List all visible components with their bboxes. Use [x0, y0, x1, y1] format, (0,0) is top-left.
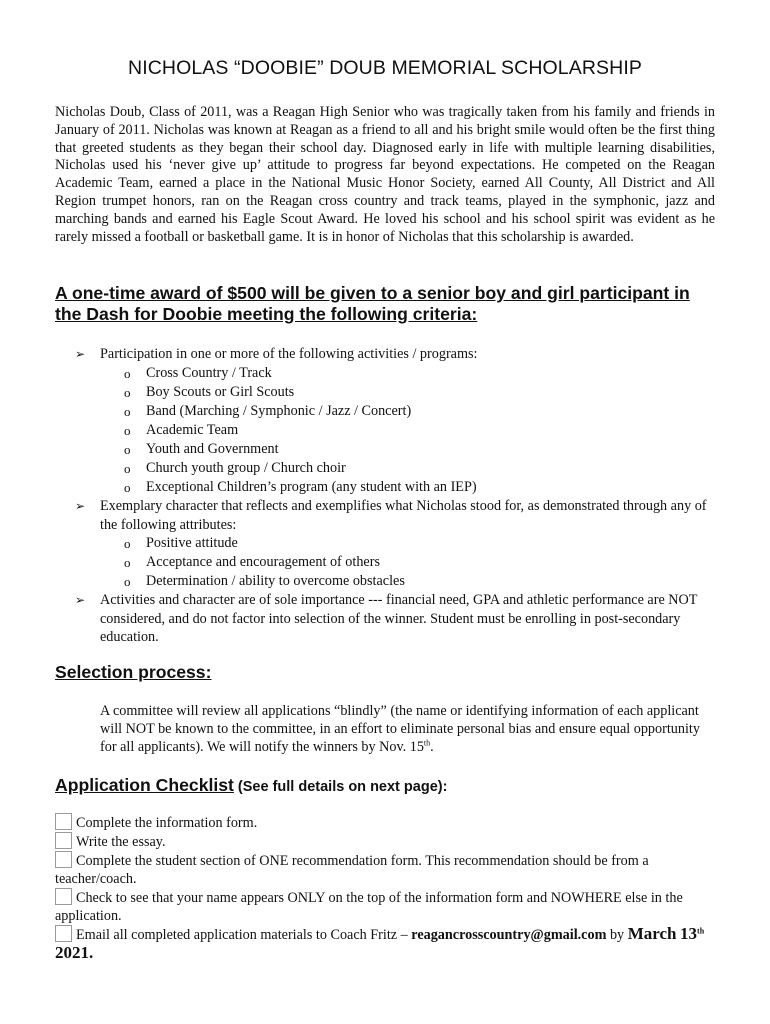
criteria-subitem-text: Positive attitude — [146, 535, 238, 552]
criteria-item — [75, 497, 715, 591]
checkbox[interactable] — [55, 925, 72, 942]
criteria-subitem-text: Cross Country / Track — [146, 364, 272, 381]
criteria-text: Exemplary character that reflects and exemplifies what Nicholas stood for, as demonstrated through any of the following attributes: — [100, 498, 707, 533]
criteria-text: Participation in one or more of the following activities / programs: — [100, 346, 478, 362]
checklist-heading-note: (See full details on next page): — [233, 779, 448, 795]
criteria-subitem-text: Boy Scouts or Girl Scouts — [146, 383, 295, 400]
deadline-month: March — [627, 924, 677, 943]
selection-text: A committee will review all applications “blindly” (the name or identifying information of each applicant will NOT be known to the committee, in an effort to eliminate personal bias and ensure equal opportunity for all applicants). We will notify the winners by Nov. 15 — [100, 703, 700, 755]
checkbox[interactable] — [55, 888, 72, 905]
checklist — [55, 813, 720, 963]
criteria-subitem — [100, 440, 715, 459]
circle-bullet-icon: o — [124, 365, 131, 381]
checkbox[interactable] — [55, 813, 72, 830]
criteria-subitem-text: Exceptional Children’s program (any student with an IEP) — [146, 479, 477, 496]
checklist-item — [55, 832, 720, 851]
checklist-heading-text: Application Checklist — [55, 775, 234, 795]
criteria-subitem-text: Acceptance and encouragement of others — [146, 554, 380, 571]
selection-sup: th — [423, 738, 431, 748]
circle-bullet-icon: o — [124, 441, 131, 457]
circle-bullet-icon: o — [124, 555, 131, 571]
criteria-subitem — [100, 534, 715, 553]
criteria-subitem — [100, 459, 715, 478]
deadline-year: 2021. — [55, 943, 94, 962]
criteria-subitem — [100, 478, 715, 497]
checklist-item-text: Write the essay. — [76, 834, 166, 850]
selection-end: . — [430, 739, 434, 755]
criteria-sublist — [100, 534, 715, 591]
criteria-subitem-text: Determination / ability to overcome obstacles — [146, 573, 405, 590]
checklist-heading — [55, 775, 447, 798]
checklist-item-text: Check to see that your name appears ONLY on the top of the information form and NOWHERE else in the application. — [55, 890, 683, 924]
selection-paragraph — [100, 702, 700, 756]
checkbox[interactable] — [55, 832, 72, 849]
checklist-item — [55, 888, 720, 925]
criteria-item — [75, 345, 715, 497]
circle-bullet-icon: o — [124, 536, 131, 552]
criteria-subitem — [100, 421, 715, 440]
criteria-subitem-text: Band (Marching / Symphonic / Jazz / Concert) — [146, 402, 412, 419]
criteria-subitem-text: Church youth group / Church choir — [146, 459, 346, 476]
criteria-subitem — [100, 402, 715, 421]
circle-bullet-icon: o — [124, 574, 131, 590]
criteria-subitem — [100, 383, 715, 402]
selection-heading — [55, 662, 211, 683]
award-heading — [55, 283, 695, 325]
email-item-text: Email all completed application materials to Coach Fritz – — [76, 927, 412, 943]
criteria-list — [75, 345, 715, 647]
arrow-bullet-icon: ➢ — [75, 593, 86, 608]
criteria-subitem — [100, 572, 715, 591]
circle-bullet-icon: o — [124, 460, 131, 476]
arrow-bullet-icon: ➢ — [75, 347, 86, 361]
page-title: NICHOLAS “DOOBIE” DOUB MEMORIAL SCHOLARSHIP — [128, 57, 642, 79]
intro-paragraph: Nicholas Doub, Class of 2011, was a Reagan High Senior who was tragically taken from his family and friends in January of 2011. Nicholas was known at Reagan as a friend to all and his bright smile would often be the first thing that greeted students as they began their school day. Diagnosed early in life with multiple learning disabilities, Nicholas used his ‘never give up’ attitude to progress far beyond expectations. He competed on the Reagan Academic Team, earned a place in the National Music Honor Society, earned All County, All District and All Region trumpet honors, ran on the Reagan cross country and track teams, played in the symphonic, jazz and marching bands and earned his Eagle Scout Award. He loved his school and his school spirit was evident as he rarely missed a football or basketball game. It is in honor of Nicholas that this scholarship is awarded. — [55, 104, 715, 245]
deadline-day: 13 — [680, 924, 698, 943]
deadline-sup: th — [697, 926, 705, 936]
circle-bullet-icon: o — [124, 384, 131, 400]
circle-bullet-icon: o — [124, 422, 131, 438]
criteria-subitem — [100, 364, 715, 383]
circle-bullet-icon: o — [124, 403, 131, 419]
criteria-sublist — [100, 364, 715, 498]
checklist-item — [55, 813, 720, 832]
criteria-text: Activities and character are of sole importance --- financial need, GPA and athletic performance are NOT considered, and do not factor into selection of the winner. Student must be enrolling in post-secondary education. — [100, 592, 698, 646]
checklist-item-text: Complete the student section of ONE recommendation form. This recommendation should be from a teacher/coach. — [55, 853, 649, 887]
checklist-item-email — [55, 925, 720, 963]
criteria-subitem-text: Youth and Government — [146, 440, 279, 457]
award-heading-text: A one-time award of $500 will be given to a senior boy and girl participant in the Dash for Doobie meeting the following criteria: — [55, 283, 690, 324]
arrow-bullet-icon: ➢ — [75, 499, 86, 514]
criteria-item — [75, 591, 715, 647]
criteria-subitem — [100, 553, 715, 572]
checklist-item-text: Complete the information form. — [76, 815, 258, 831]
criteria-subitem-text: Academic Team — [146, 421, 239, 438]
email-address: reagancrosscountry@gmail.com — [411, 927, 607, 943]
checklist-item — [55, 851, 720, 888]
selection-heading-text: Selection process: — [55, 662, 212, 682]
email-item-by: by — [606, 927, 628, 943]
circle-bullet-icon: o — [124, 480, 131, 496]
checkbox[interactable] — [55, 851, 72, 868]
